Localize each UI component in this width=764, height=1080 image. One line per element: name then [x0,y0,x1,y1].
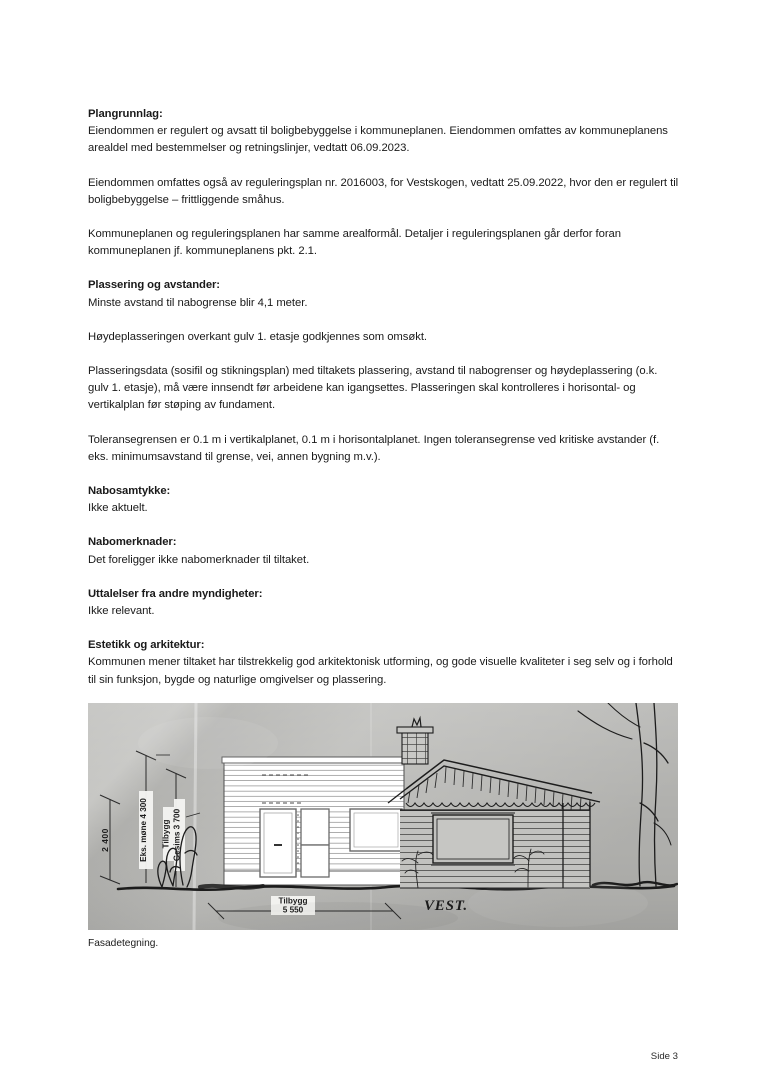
section-paragraph: Plasseringsdata (sosifil og stikningsplan) med tiltakets plassering, avstand til nabogrenser og høydeplassering (o.k. gulv 1. etasje), må være innsendt før arbeidene kan igangsettes. Plasseringen skal kontrolleres i horisontal- og vertikalplan før støping av fundament. [88,365,658,412]
paragraph-spacer [88,158,680,175]
section-plassering-og-avstander [88,277,680,466]
section-paragraph: Det foreligger ikke nabomerknader til tiltaket. [88,553,310,566]
section-spacer [88,620,680,637]
facade-drawing-svg [88,703,678,930]
paragraph-spacer [88,312,680,329]
section-paragraph: Høydeplasseringen overkant gulv 1. etasje godkjennes som omsøkt. [88,330,428,343]
section-paragraph: Eiendommen er regulert og avsatt til boligbebyggelse i kommuneplanen. Eiendommen omfattes av kommuneplanens arealdel med bestemmelser og retningslinjer, vedtatt 06.09.2023. [88,125,668,155]
section-paragraph: Ikke aktuelt. [88,502,148,515]
section-heading: Plassering og avstander: [88,279,220,292]
section-heading: Uttalelser fra andre myndigheter: [88,587,263,600]
section-heading: Plangrunnlag: [88,108,163,120]
section-paragraph: Eiendommen omfattes også av reguleringsplan nr. 2016003, for Vestskogen, vedtatt 25.09.2022, hvor den er regulert til boligbebyggelse – frittliggende småhus. [88,176,679,206]
facade-drawing-image [88,703,678,930]
svg-text:5 550: 5 550 [282,905,304,915]
svg-text:Tilbygg: Tilbygg [161,819,171,849]
paragraph-spacer [88,209,680,226]
page-footer: Side 3 [650,1051,678,1062]
section-paragraph: Kommuneplanen og reguleringsplanen har samme arealformål. Detaljer i reguleringsplanen går derfor foran kommuneplanen jf. kommuneplanens pkt. 2.1. [88,228,622,258]
dimension-label-eaves [162,799,186,871]
section-paragraph: Toleransegrensen er 0.1 m i vertikalplanet, 0.1 m i horisontalplanet. Ingen toleransegrense ved kritiske avstander (f. eks. minimumsavstand til grense, vei, annen bygning m.v.). [88,433,660,463]
paragraph-spacer [88,415,680,432]
section-uttalelser-fra-andre-myndigheter [88,586,680,620]
section-spacer [88,517,680,534]
extension-building [222,757,406,885]
section-spacer [88,260,680,277]
section-heading: Estetikk og arkitektur: [88,639,205,652]
svg-text:Eks. møne 4 300: Eks. møne 4 300 [139,798,148,862]
section-spacer [88,569,680,586]
dimension-label-2400: 2 400 [100,828,110,852]
section-spacer [88,466,680,483]
section-nabomerknader [88,534,680,568]
facade-drawing-figure [88,703,678,930]
document-body [88,106,680,689]
section-plangrunnlag [88,106,680,260]
section-estetikk-og-arkitektur [88,637,680,689]
section-nabosamtykke [88,483,680,517]
section-heading: Nabomerknader: [88,536,177,549]
section-paragraph: Ikke relevant. [88,605,155,618]
svg-text:Gesims 3 700: Gesims 3 700 [172,808,182,862]
figure-caption: Fasadetegning. [88,938,159,949]
svg-text:Tilbygg: Tilbygg [278,896,308,906]
handwritten-orientation-label: VEST. [424,898,468,914]
section-paragraph: Minste avstand til nabogrense blir 4,1 meter. [88,296,308,309]
paragraph-spacer [88,346,680,363]
section-paragraph: Kommunen mener tiltaket har tilstrekkelig god arkitektonisk utforming, og gode visuelle kvaliteter i seg selv og i forhold til sin funksjon, bygde og naturlige omgivelser og plassering. [88,656,673,686]
section-heading: Nabosamtykke: [88,485,171,498]
dimension-label-ridge [139,791,153,869]
